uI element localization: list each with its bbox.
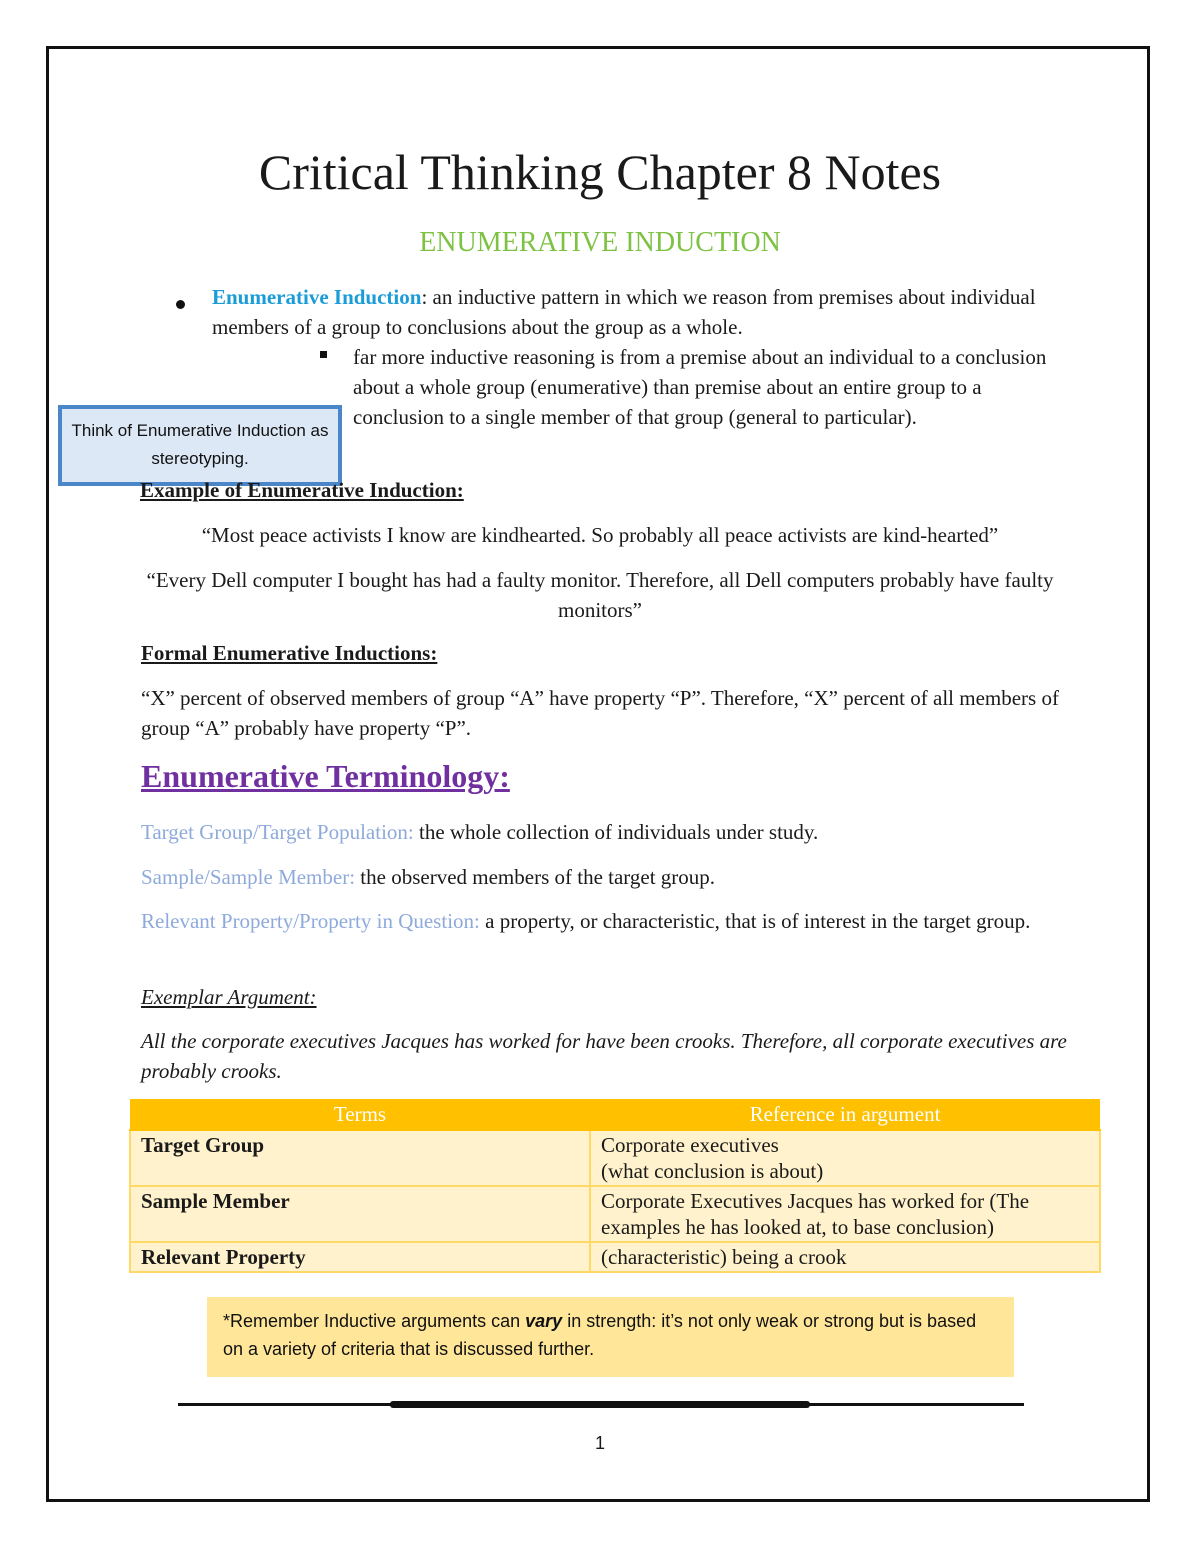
definition-term: Enumerative Induction [212, 285, 422, 309]
square-bullet-icon [320, 351, 327, 358]
callout-box: Think of Enumerative Induction as stereotyping. [58, 405, 342, 486]
table-cell-reference: Corporate Executives Jacques has worked for (The examples he has looked at, to base conclusion) [590, 1186, 1100, 1242]
bullet-dot-icon [176, 300, 185, 309]
table-cell-term: Sample Member [130, 1186, 590, 1242]
exemplar-heading: Exemplar Argument: [141, 985, 317, 1009]
table-cell-term: Target Group [130, 1130, 590, 1186]
definition-text: the observed members of the target group. [355, 865, 716, 889]
example-heading: Example of Enumerative Induction: [140, 478, 464, 502]
definition-term: Target Group/Target Population: [141, 820, 414, 844]
table-header-reference: Reference in argument [590, 1099, 1100, 1130]
table-header-row [130, 1099, 1100, 1130]
example-quote-2: “Every Dell computer I bought has had a faulty monitor. Therefore, all Dell computers probably have faulty monitors” [146, 568, 1054, 622]
note-text: *Remember Inductive arguments can [223, 1311, 526, 1331]
exemplar-text: All the corporate executives Jacques has worked for have been crooks. Therefore, all corporate executives are probably crooks. [141, 1029, 1067, 1083]
formal-heading: Formal Enumerative Inductions: [141, 641, 438, 665]
definition-target-group [141, 817, 1071, 847]
formal-text: “X” percent of observed members of group “A” have property “P”. Therefore, “X” percent of all members of group “A” probably have property “P”. [141, 686, 1059, 740]
definition-text: the whole collection of individuals under study. [413, 820, 819, 844]
section-heading: ENUMERATIVE INDUCTION [419, 227, 781, 258]
definition-term: Relevant Property/Property in Question: [141, 909, 480, 933]
definition-text: a property, or characteristic, that is of interest in the target group. [479, 909, 1031, 933]
table-cell-line: Corporate executives [601, 1133, 779, 1157]
definition-sample [141, 862, 1071, 892]
terminology-heading: Enumerative Terminology: [141, 758, 510, 794]
table-row [130, 1130, 1100, 1186]
footer-divider-accent [390, 1401, 810, 1408]
definition-relevant-property [141, 906, 1071, 936]
definition-bullet [212, 282, 1092, 342]
sub-bullet-text: far more inductive reasoning is from a premise about an individual to a conclusion about a whole group (enumerative) than premise about an entire group to a conclusion to a single member of that group (general to particular). [353, 345, 1047, 429]
table-header-terms: Terms [130, 1099, 590, 1130]
table-cell-line: (what conclusion is about) [601, 1159, 824, 1183]
table-row [130, 1186, 1100, 1242]
page-number: 1 [594, 1433, 605, 1453]
note-text: in strength: it’s not only weak or strong but is based on a variety of criteria that is discussed further. [223, 1311, 977, 1359]
note-emphasis: vary [525, 1311, 563, 1331]
definition-term: Sample/Sample Member: [141, 865, 356, 889]
terms-table [129, 1099, 1101, 1273]
table-row [130, 1242, 1100, 1272]
document-title: Critical Thinking Chapter 8 Notes [258, 144, 942, 200]
table-cell-reference: (characteristic) being a crook [590, 1242, 1100, 1272]
definition-text: : an inductive pattern in which we reason from premises about individual members of a group to conclusions about the group as a whole. [212, 285, 1036, 339]
table-cell-reference [590, 1130, 1100, 1186]
example-quote-1: “Most peace activists I know are kindhearted. So probably all peace activists are kind-hearted” [201, 523, 999, 547]
reminder-note [207, 1297, 1014, 1377]
table-cell-term: Relevant Property [130, 1242, 590, 1272]
